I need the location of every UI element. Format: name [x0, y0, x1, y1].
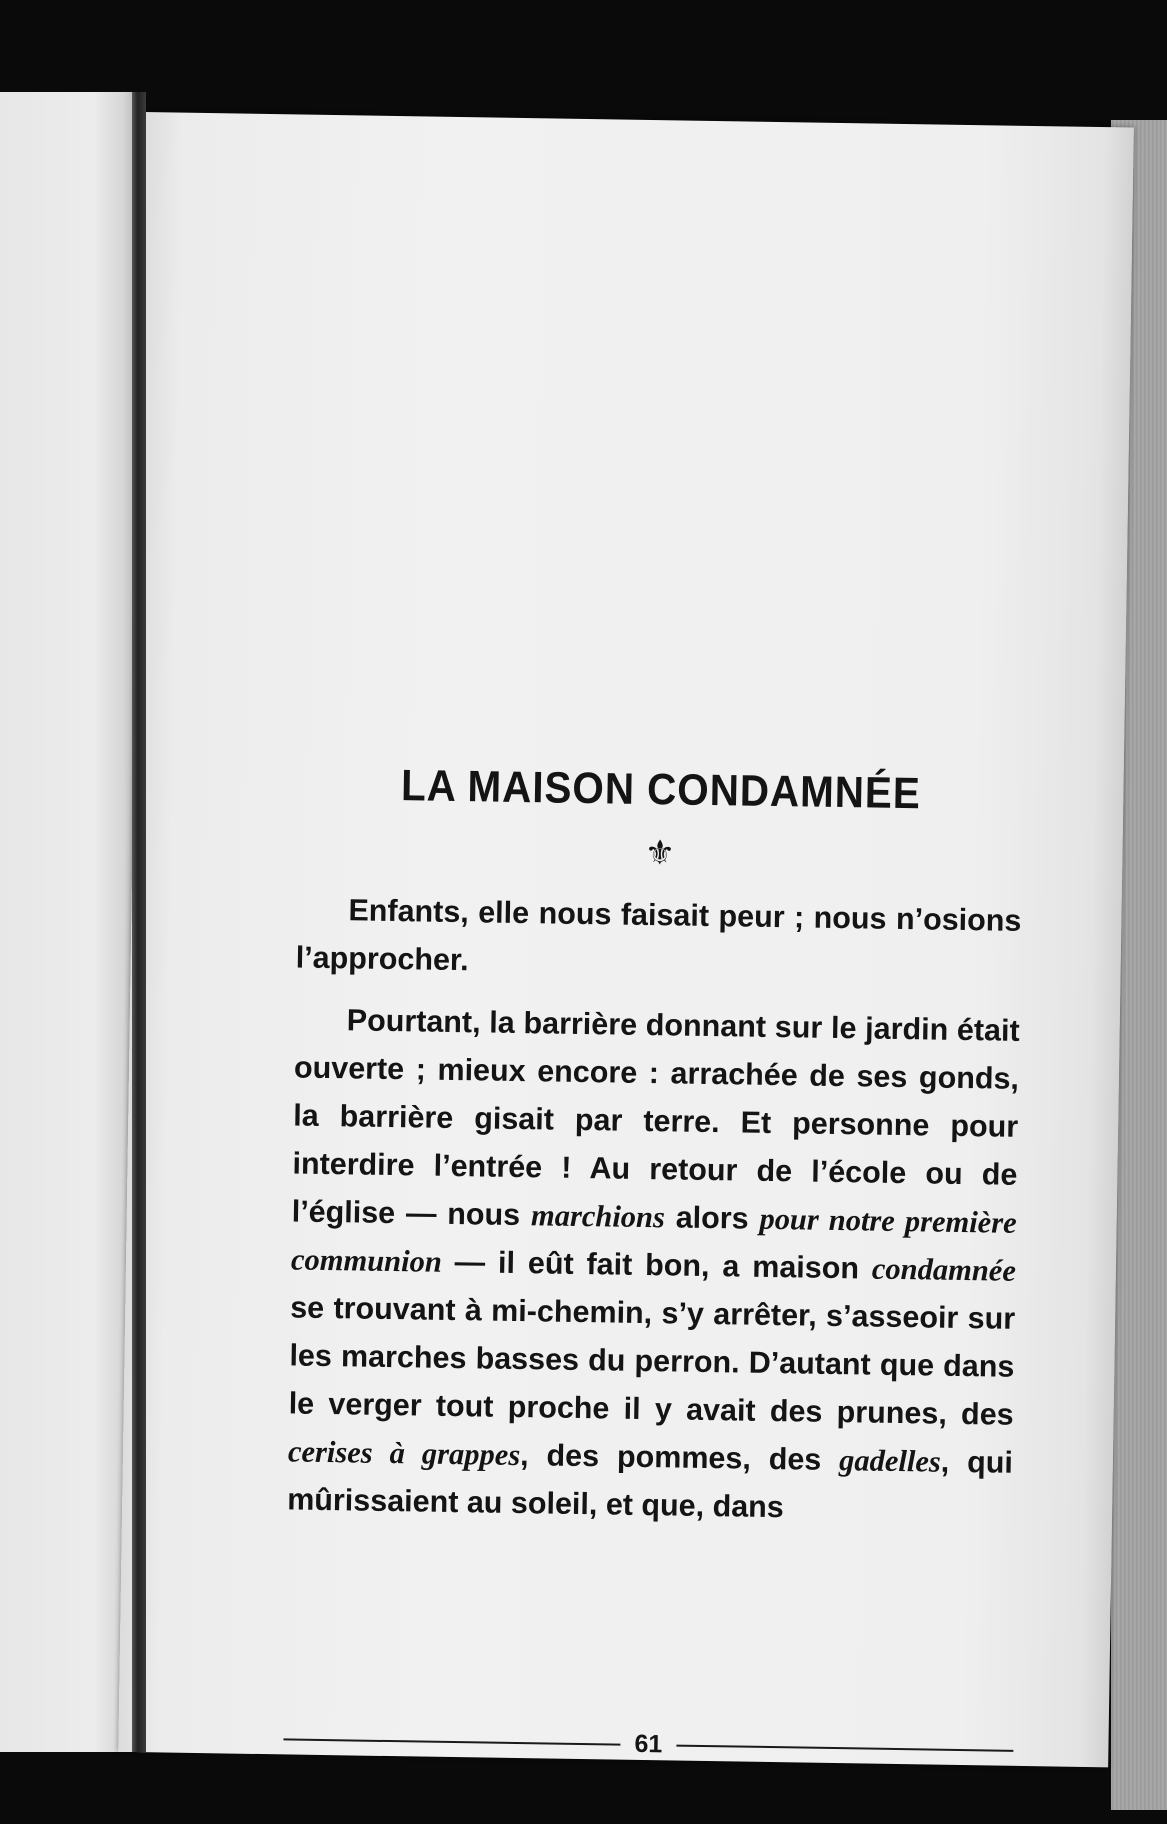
text-segment: se trouvant à mi-chemin, s’y arrêter, s’asseoir sur les marches basses du perron. D’autant que dans le verger tout proche il y avait des prunes, des	[288, 1290, 1016, 1432]
italic-text: pour notre première communion	[290, 1201, 1017, 1279]
footer-rule-left	[283, 1738, 620, 1745]
italic-text: gadelles	[838, 1443, 942, 1479]
italic-text: marchions	[530, 1198, 666, 1235]
footer-rule-right	[676, 1744, 1013, 1751]
book-page	[118, 112, 1134, 1767]
text-segment: — il eût fait bon, a maison	[441, 1244, 873, 1286]
paragraph	[295, 885, 1021, 992]
text-segment: Pourtant, la barrière donnant sur le jardin était ouverte ; mieux encore : arrachée de ses gonds, la barrière gisait par terre. Et personne pour interdire l’entrée ! Au retour de l’école ou de l’église — nous	[291, 1003, 1020, 1233]
facing-page	[0, 92, 134, 1752]
text-segment: alors	[664, 1200, 760, 1236]
italic-text: cerises à grappes	[287, 1434, 521, 1473]
book-gutter	[132, 92, 146, 1752]
paragraph	[287, 995, 1020, 1534]
page-content	[286, 668, 1025, 1759]
italic-text: condamnée	[871, 1251, 1017, 1288]
text-segment: , qui mûrissaient au soleil, et que, dans	[286, 1444, 1014, 1525]
chapter-title: LA MAISON CONDAMNÉE	[400, 761, 922, 819]
text-segment: Enfants, elle nous faisait peur ; nous n’osions l’approcher.	[295, 893, 1022, 978]
fleur-de-lis-ornament-icon: ⚜	[644, 834, 676, 873]
body-text	[287, 885, 1022, 1534]
text-segment: , des pommes, des	[519, 1438, 840, 1478]
page-number: 61	[634, 1729, 663, 1759]
